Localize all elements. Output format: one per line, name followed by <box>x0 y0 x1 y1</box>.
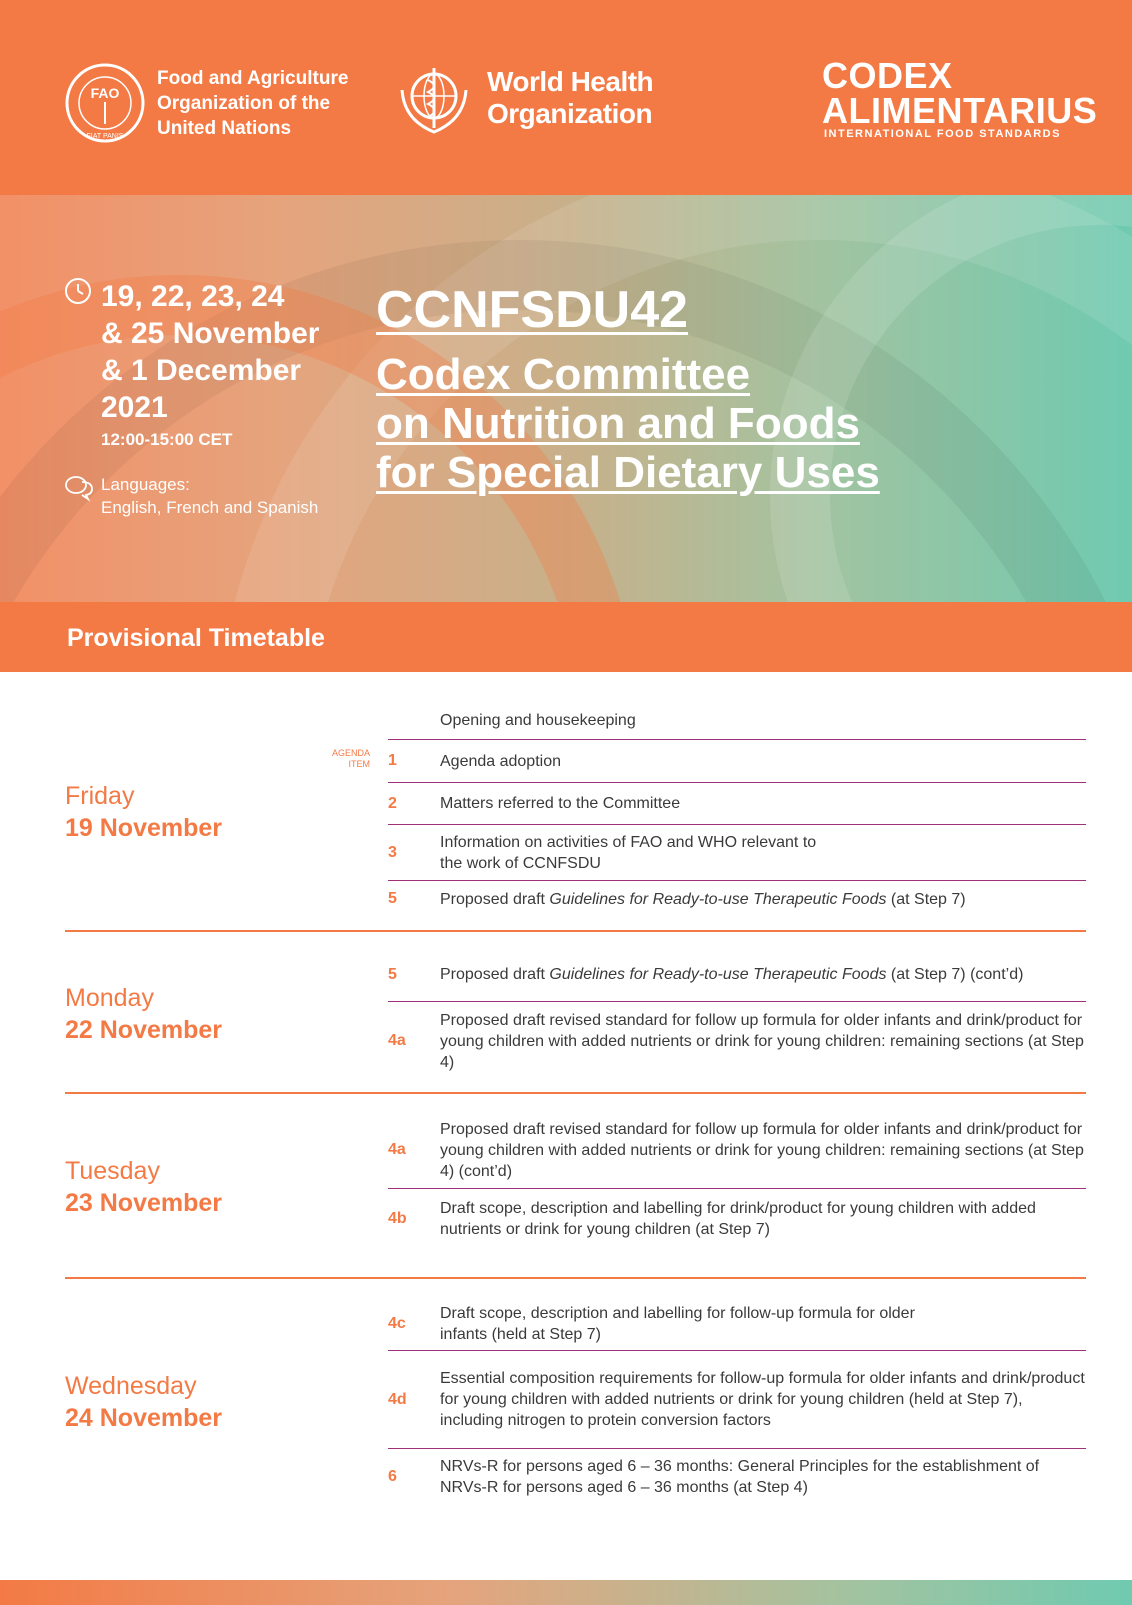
day-separator <box>65 1092 1086 1094</box>
speech-bubble-icon <box>64 474 94 502</box>
timetable-title: Provisional Timetable <box>67 624 325 652</box>
languages-value: English, French and Spanish <box>101 498 319 517</box>
clock-icon <box>64 277 92 305</box>
languages-label: Languages: <box>101 475 190 494</box>
agenda-row: 1 Agenda adoption <box>388 740 1086 783</box>
day-label-wednesday: Wednesday 24 November <box>65 1372 223 1432</box>
agenda-row: 5 Proposed draft Guidelines for Ready-to-use Therapeutic Foods (at Step 7) (cont’d) <box>388 948 1086 1002</box>
agenda-row: 4b Draft scope, description and labelling for drink/product for young children with added nutrients or drink for young children (at Step 7) <box>388 1200 1036 1238</box>
agenda-row: 6 NRVs-R for persons aged 6 – 36 months: General Principles for the establishment of NRVs-R for persons aged 6 – 36 months (at Step 4) <box>388 1458 1040 1496</box>
day-separator <box>65 930 1086 932</box>
codex-tagline: INTERNATIONAL FOOD STANDARDS <box>824 128 1061 140</box>
day-separator <box>65 1277 1086 1279</box>
who-name: World Health Organization <box>487 66 654 129</box>
agenda-row: Opening and housekeeping <box>388 702 1086 740</box>
codex-name: CODEX ALIMENTARIUS <box>822 55 1098 131</box>
timetable-bar <box>0 602 1132 672</box>
agenda-row: 4a Proposed draft revised standard for follow up formula for older infants and drink/product for young children with added nutrients or drink for young children: remaining sections (at Step 4) <box>388 1011 1084 1071</box>
day-label-friday: Friday 19 November <box>65 782 223 842</box>
fao-name: Food and Agriculture Organization of the United Nations <box>157 68 349 139</box>
event-dates: 19, 22, 23, 24 & 25 November & 1 December 2021 <box>101 280 320 424</box>
day-label-monday: Monday 22 November <box>65 984 223 1044</box>
agenda-row: 3 Information on activities of FAO and WHO relevant to the work of CCNFSDU <box>388 825 1086 881</box>
event-code: CCNFSDU42 <box>376 281 689 339</box>
day-label-tuesday: Tuesday 23 November <box>65 1157 223 1217</box>
header-bar <box>0 0 1132 195</box>
agenda-row: 4a Proposed draft revised standard for follow up formula for older infants and drink/product for young children with added nutrients or drink for young children: remaining sections (at Step 4) (cont’d) <box>388 1112 1086 1189</box>
agenda-item-header: AGENDA ITEM <box>331 748 370 769</box>
agenda-row: 4c Draft scope, description and labelling for follow-up formula for older infants (held at Step 7) <box>388 1298 1086 1351</box>
who-logo-icon <box>390 60 478 142</box>
fao-logo-icon <box>64 62 146 144</box>
agenda-row: 4d Essential composition requirements for follow-up formula for older infants and drink/product for young children with added nutrients or drink for young children (held at Step 7), including nitrogen to protein conversion factors <box>388 1351 1086 1449</box>
agenda-row: 2 Matters referred to the Committee <box>388 783 1086 825</box>
agenda-row: 5 Proposed draft Guidelines for Ready-to-use Therapeutic Foods (at Step 7) <box>388 890 966 908</box>
event-time: 12:00-15:00 CET <box>101 430 233 449</box>
fao-motto: FIAT PANIS <box>86 133 124 140</box>
fao-emblem-text: FAO <box>90 85 120 101</box>
committee-title: Codex Committee on Nutrition and Foods for Special Dietary Uses <box>376 350 880 497</box>
footer-bar <box>0 1580 1132 1605</box>
